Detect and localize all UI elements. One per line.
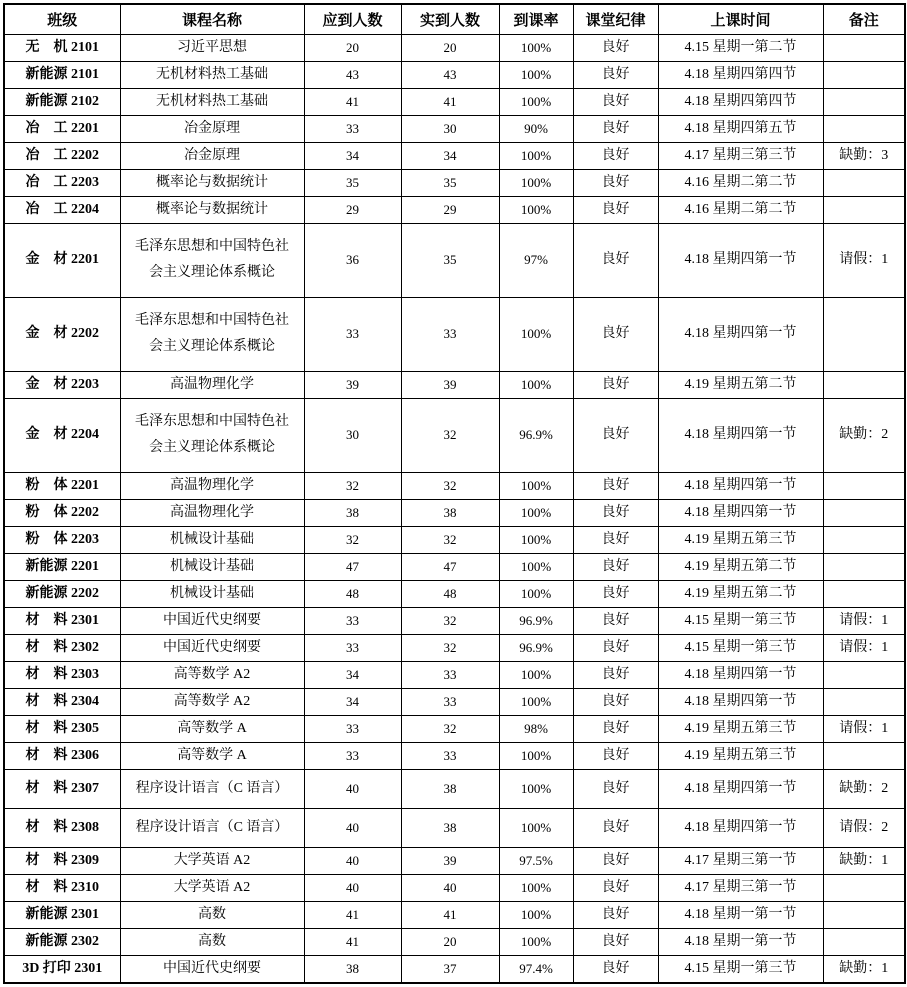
expected-count-cell: 34 [304,661,401,688]
remark-cell [823,169,905,196]
discipline-cell: 良好 [573,688,658,715]
expected-count-cell: 40 [304,769,401,808]
discipline-cell: 良好 [573,142,658,169]
remark-cell [823,61,905,88]
expected-count-cell: 33 [304,715,401,742]
class-time-cell: 4.18 星期四第一节 [658,661,823,688]
remark-cell: 请假：1 [823,223,905,297]
expected-count-cell: 29 [304,196,401,223]
class-cell: 材 料 2306 [4,742,120,769]
actual-count-cell: 33 [401,297,499,371]
discipline-cell: 良好 [573,808,658,847]
course-cell: 毛泽东思想和中国特色社会主义理论体系概论 [120,223,304,297]
discipline-cell: 良好 [573,715,658,742]
class-cell: 新能源 2202 [4,580,120,607]
class-time-cell: 4.19 星期五第三节 [658,742,823,769]
column-header: 课程名称 [120,4,304,34]
remark-cell: 请假：1 [823,715,905,742]
column-header: 课堂纪律 [573,4,658,34]
discipline-cell: 良好 [573,874,658,901]
course-cell: 机械设计基础 [120,526,304,553]
class-time-cell: 4.15 星期一第三节 [658,607,823,634]
expected-count-cell: 34 [304,142,401,169]
actual-count-cell: 38 [401,808,499,847]
attendance-rate-cell: 100% [499,472,573,499]
class-cell: 金 材 2202 [4,297,120,371]
class-time-cell: 4.19 星期五第三节 [658,526,823,553]
expected-count-cell: 33 [304,634,401,661]
actual-count-cell: 32 [401,634,499,661]
attendance-rate-cell: 100% [499,142,573,169]
expected-count-cell: 38 [304,955,401,983]
column-header: 上课时间 [658,4,823,34]
expected-count-cell: 34 [304,688,401,715]
table-row [4,901,905,928]
discipline-cell: 良好 [573,955,658,983]
table-row [4,61,905,88]
class-cell: 材 料 2302 [4,634,120,661]
table-row [4,142,905,169]
actual-count-cell: 38 [401,499,499,526]
expected-count-cell: 48 [304,580,401,607]
remark-cell [823,742,905,769]
class-cell: 材 料 2308 [4,808,120,847]
discipline-cell: 良好 [573,769,658,808]
expected-count-cell: 43 [304,61,401,88]
discipline-cell: 良好 [573,169,658,196]
course-cell: 机械设计基础 [120,553,304,580]
attendance-rate-cell: 97.4% [499,955,573,983]
table-row [4,580,905,607]
actual-count-cell: 41 [401,88,499,115]
discipline-cell: 良好 [573,472,658,499]
remark-cell [823,196,905,223]
course-cell: 程序设计语言（C 语言） [120,808,304,847]
course-cell: 概率论与数据统计 [120,196,304,223]
expected-count-cell: 36 [304,223,401,297]
class-time-cell: 4.19 星期五第三节 [658,715,823,742]
course-cell: 高温物理化学 [120,371,304,398]
class-cell: 材 料 2305 [4,715,120,742]
discipline-cell: 良好 [573,580,658,607]
attendance-rate-cell: 100% [499,371,573,398]
attendance-rate-cell: 100% [499,34,573,61]
attendance-rate-cell: 100% [499,88,573,115]
class-time-cell: 4.16 星期二第二节 [658,169,823,196]
course-cell: 冶金原理 [120,142,304,169]
class-cell: 粉 体 2201 [4,472,120,499]
actual-count-cell: 29 [401,196,499,223]
class-cell: 材 料 2310 [4,874,120,901]
class-cell: 新能源 2201 [4,553,120,580]
remark-cell: 请假：2 [823,808,905,847]
expected-count-cell: 33 [304,607,401,634]
actual-count-cell: 20 [401,928,499,955]
attendance-rate-cell: 97% [499,223,573,297]
course-cell: 高等数学 A2 [120,661,304,688]
discipline-cell: 良好 [573,607,658,634]
attendance-rate-cell: 100% [499,61,573,88]
actual-count-cell: 33 [401,688,499,715]
table-row [4,297,905,371]
course-cell: 毛泽东思想和中国特色社会主义理论体系概论 [120,398,304,472]
class-cell: 材 料 2309 [4,847,120,874]
discipline-cell: 良好 [573,196,658,223]
table-row [4,115,905,142]
remark-cell [823,472,905,499]
actual-count-cell: 35 [401,169,499,196]
class-time-cell: 4.18 星期四第一节 [658,808,823,847]
attendance-rate-cell: 96.9% [499,398,573,472]
table-row [4,371,905,398]
expected-count-cell: 30 [304,398,401,472]
table-row [4,526,905,553]
class-cell: 冶 工 2204 [4,196,120,223]
class-time-cell: 4.17 星期三第三节 [658,142,823,169]
remark-cell: 缺勤：1 [823,847,905,874]
attendance-table [3,3,906,984]
discipline-cell: 良好 [573,661,658,688]
class-cell: 金 材 2201 [4,223,120,297]
remark-cell: 缺勤：2 [823,398,905,472]
class-cell: 冶 工 2201 [4,115,120,142]
actual-count-cell: 20 [401,34,499,61]
class-time-cell: 4.18 星期一第一节 [658,928,823,955]
discipline-cell: 良好 [573,297,658,371]
remark-cell [823,688,905,715]
remark-cell: 缺勤：3 [823,142,905,169]
course-cell: 概率论与数据统计 [120,169,304,196]
course-cell: 高等数学 A [120,742,304,769]
class-time-cell: 4.17 星期三第一节 [658,874,823,901]
attendance-rate-cell: 97.5% [499,847,573,874]
actual-count-cell: 32 [401,607,499,634]
expected-count-cell: 33 [304,297,401,371]
class-time-cell: 4.18 星期四第一节 [658,223,823,297]
table-row [4,607,905,634]
attendance-rate-cell: 100% [499,553,573,580]
class-time-cell: 4.15 星期一第三节 [658,634,823,661]
remark-cell [823,115,905,142]
column-header: 实到人数 [401,4,499,34]
remark-cell [823,34,905,61]
expected-count-cell: 41 [304,928,401,955]
remark-cell [823,371,905,398]
actual-count-cell: 34 [401,142,499,169]
table-row [4,715,905,742]
expected-count-cell: 38 [304,499,401,526]
course-cell: 大学英语 A2 [120,847,304,874]
attendance-rate-cell: 100% [499,742,573,769]
remark-cell [823,553,905,580]
class-cell: 金 材 2203 [4,371,120,398]
class-time-cell: 4.17 星期三第一节 [658,847,823,874]
table-row [4,634,905,661]
attendance-rate-cell: 100% [499,297,573,371]
remark-cell [823,88,905,115]
remark-cell: 请假：1 [823,634,905,661]
class-time-cell: 4.18 星期一第一节 [658,901,823,928]
table-row [4,742,905,769]
discipline-cell: 良好 [573,634,658,661]
remark-cell: 缺勤：2 [823,769,905,808]
class-time-cell: 4.18 星期四第一节 [658,472,823,499]
course-cell: 毛泽东思想和中国特色社会主义理论体系概论 [120,297,304,371]
class-time-cell: 4.19 星期五第二节 [658,580,823,607]
actual-count-cell: 32 [401,526,499,553]
actual-count-cell: 32 [401,472,499,499]
actual-count-cell: 38 [401,769,499,808]
class-cell: 材 料 2301 [4,607,120,634]
table-row [4,169,905,196]
class-cell: 材 料 2304 [4,688,120,715]
remark-cell: 缺勤：1 [823,955,905,983]
course-cell: 无机材料热工基础 [120,61,304,88]
attendance-rate-cell: 100% [499,196,573,223]
actual-count-cell: 41 [401,901,499,928]
class-time-cell: 4.15 星期一第三节 [658,955,823,983]
column-header: 备注 [823,4,905,34]
discipline-cell: 良好 [573,742,658,769]
course-cell: 冶金原理 [120,115,304,142]
class-time-cell: 4.18 星期四第一节 [658,769,823,808]
course-cell: 无机材料热工基础 [120,88,304,115]
table-row [4,808,905,847]
remark-cell: 请假：1 [823,607,905,634]
class-cell: 金 材 2204 [4,398,120,472]
class-cell: 无 机 2101 [4,34,120,61]
actual-count-cell: 48 [401,580,499,607]
actual-count-cell: 35 [401,223,499,297]
remark-cell [823,661,905,688]
expected-count-cell: 41 [304,901,401,928]
attendance-rate-cell: 100% [499,580,573,607]
table-row [4,88,905,115]
expected-count-cell: 35 [304,169,401,196]
class-cell: 3D 打印 2301 [4,955,120,983]
attendance-rate-cell: 100% [499,808,573,847]
discipline-cell: 良好 [573,526,658,553]
expected-count-cell: 47 [304,553,401,580]
expected-count-cell: 32 [304,472,401,499]
table-row [4,472,905,499]
attendance-rate-cell: 100% [499,499,573,526]
class-cell: 粉 体 2202 [4,499,120,526]
course-cell: 高温物理化学 [120,472,304,499]
table-row [4,688,905,715]
expected-count-cell: 20 [304,34,401,61]
discipline-cell: 良好 [573,223,658,297]
class-time-cell: 4.15 星期一第二节 [658,34,823,61]
class-cell: 新能源 2102 [4,88,120,115]
discipline-cell: 良好 [573,847,658,874]
discipline-cell: 良好 [573,34,658,61]
remark-cell [823,928,905,955]
class-time-cell: 4.18 星期四第一节 [658,297,823,371]
course-cell: 机械设计基础 [120,580,304,607]
actual-count-cell: 39 [401,371,499,398]
remark-cell [823,580,905,607]
expected-count-cell: 33 [304,742,401,769]
table-row [4,769,905,808]
class-time-cell: 4.18 星期四第五节 [658,115,823,142]
class-time-cell: 4.18 星期四第四节 [658,88,823,115]
actual-count-cell: 39 [401,847,499,874]
remark-cell [823,874,905,901]
discipline-cell: 良好 [573,61,658,88]
actual-count-cell: 32 [401,398,499,472]
course-cell: 中国近代史纲要 [120,955,304,983]
discipline-cell: 良好 [573,398,658,472]
discipline-cell: 良好 [573,901,658,928]
class-cell: 新能源 2101 [4,61,120,88]
discipline-cell: 良好 [573,371,658,398]
class-time-cell: 4.19 星期五第二节 [658,371,823,398]
class-cell: 材 料 2303 [4,661,120,688]
class-time-cell: 4.16 星期二第二节 [658,196,823,223]
course-cell: 大学英语 A2 [120,874,304,901]
actual-count-cell: 40 [401,874,499,901]
course-cell: 程序设计语言（C 语言） [120,769,304,808]
expected-count-cell: 40 [304,874,401,901]
table-row [4,223,905,297]
class-cell: 新能源 2301 [4,901,120,928]
attendance-rate-cell: 100% [499,769,573,808]
column-header: 班级 [4,4,120,34]
class-cell: 材 料 2307 [4,769,120,808]
attendance-rate-cell: 100% [499,169,573,196]
course-cell: 高数 [120,901,304,928]
actual-count-cell: 32 [401,715,499,742]
class-cell: 冶 工 2203 [4,169,120,196]
table-body [4,34,905,983]
actual-count-cell: 30 [401,115,499,142]
course-cell: 习近平思想 [120,34,304,61]
actual-count-cell: 37 [401,955,499,983]
column-header: 应到人数 [304,4,401,34]
course-cell: 中国近代史纲要 [120,607,304,634]
actual-count-cell: 43 [401,61,499,88]
expected-count-cell: 40 [304,847,401,874]
attendance-rate-cell: 100% [499,688,573,715]
attendance-rate-cell: 96.9% [499,634,573,661]
discipline-cell: 良好 [573,115,658,142]
class-cell: 新能源 2302 [4,928,120,955]
remark-cell [823,499,905,526]
expected-count-cell: 32 [304,526,401,553]
table-row [4,874,905,901]
course-cell: 高等数学 A [120,715,304,742]
class-time-cell: 4.19 星期五第二节 [658,553,823,580]
table-row [4,499,905,526]
attendance-rate-cell: 90% [499,115,573,142]
attendance-rate-cell: 96.9% [499,607,573,634]
attendance-rate-cell: 100% [499,928,573,955]
expected-count-cell: 41 [304,88,401,115]
discipline-cell: 良好 [573,553,658,580]
remark-cell [823,297,905,371]
table-row [4,196,905,223]
header-row [4,4,905,34]
attendance-rate-cell: 100% [499,901,573,928]
course-cell: 高数 [120,928,304,955]
actual-count-cell: 47 [401,553,499,580]
table-row [4,553,905,580]
remark-cell [823,526,905,553]
class-time-cell: 4.18 星期四第四节 [658,61,823,88]
table-row [4,661,905,688]
expected-count-cell: 39 [304,371,401,398]
class-cell: 粉 体 2203 [4,526,120,553]
discipline-cell: 良好 [573,499,658,526]
table-row [4,398,905,472]
class-time-cell: 4.18 星期四第一节 [658,499,823,526]
table-row [4,928,905,955]
course-cell: 高温物理化学 [120,499,304,526]
table-row [4,955,905,983]
attendance-rate-cell: 98% [499,715,573,742]
table-row [4,847,905,874]
actual-count-cell: 33 [401,661,499,688]
column-header: 到课率 [499,4,573,34]
class-cell: 冶 工 2202 [4,142,120,169]
remark-cell [823,901,905,928]
course-cell: 中国近代史纲要 [120,634,304,661]
attendance-rate-cell: 100% [499,874,573,901]
discipline-cell: 良好 [573,88,658,115]
course-cell: 高等数学 A2 [120,688,304,715]
table-row [4,34,905,61]
class-time-cell: 4.18 星期四第一节 [658,688,823,715]
actual-count-cell: 33 [401,742,499,769]
expected-count-cell: 33 [304,115,401,142]
attendance-rate-cell: 100% [499,661,573,688]
class-time-cell: 4.18 星期四第一节 [658,398,823,472]
attendance-rate-cell: 100% [499,526,573,553]
discipline-cell: 良好 [573,928,658,955]
expected-count-cell: 40 [304,808,401,847]
